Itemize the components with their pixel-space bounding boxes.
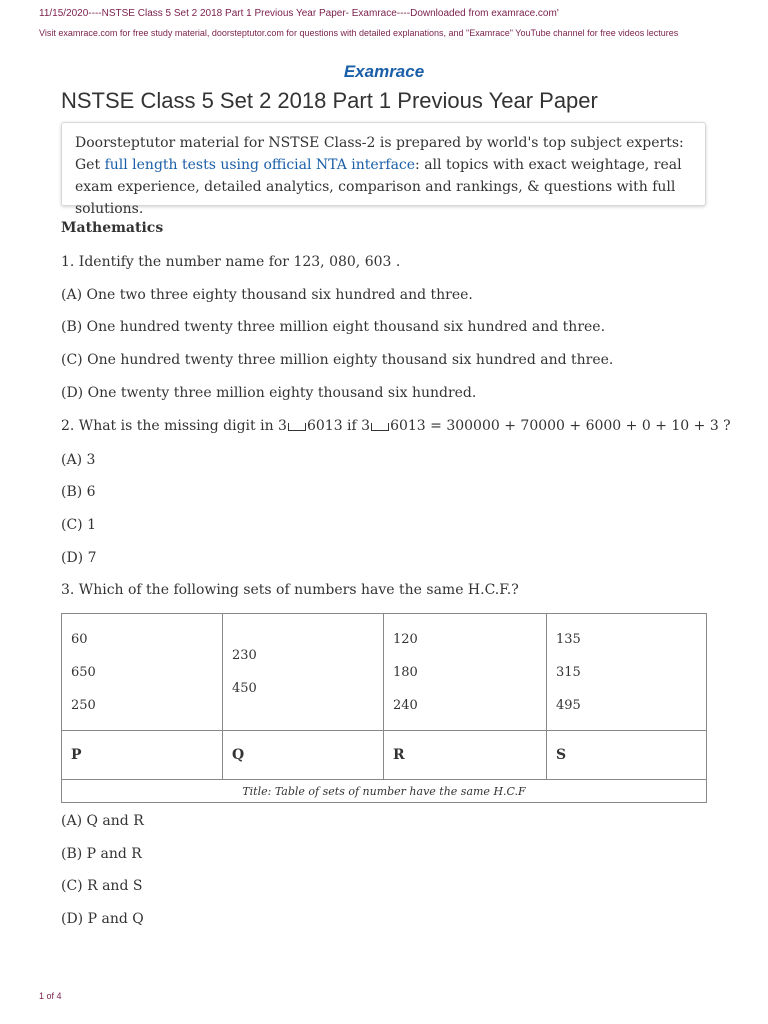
- table-row: [62, 614, 707, 731]
- question-1: 1. Identify the number name for 123, 080, 603 .: [61, 254, 401, 270]
- q3-option-c: (C) R and S: [61, 878, 143, 894]
- q3-option-b: (B) P and R: [61, 846, 142, 862]
- q2-text-mid2: 6013 = 300000 + 70000 + 6000 + 0 + 10 + 3 ?: [390, 418, 731, 434]
- blank-box-icon: [371, 423, 389, 431]
- table-value: 60: [71, 631, 88, 647]
- q2-text-pre: 2. What is the missing digit in 3: [61, 418, 287, 434]
- table-value: 180: [393, 664, 418, 680]
- table-row: [62, 731, 707, 780]
- page-title: NSTSE Class 5 Set 2 2018 Part 1 Previous Year Paper: [61, 88, 598, 113]
- table-label-r: R: [384, 731, 547, 780]
- table-row: [62, 780, 707, 803]
- q1-option-b: (B) One hundred twenty three million eight thousand six hundred and three.: [61, 319, 606, 335]
- table-value: 315: [556, 664, 581, 680]
- table-label-p: P: [62, 731, 223, 780]
- question-2: [61, 418, 731, 434]
- table-value: 230: [232, 648, 257, 663]
- header-visit-note: Visit examrace.com for free study material, doorsteptutor.com for questions with detailed explanations, and "Examrace" YouTube channel for free videos lectures: [39, 28, 679, 38]
- table-cell-s-values: [547, 614, 707, 731]
- table-caption: Title: Table of sets of number have the same H.C.F: [62, 780, 707, 803]
- promo-box: [61, 122, 706, 217]
- table-value: 250: [71, 697, 96, 713]
- question-3: 3. Which of the following sets of numbers have the same H.C.F.?: [61, 582, 519, 598]
- q1-option-d: (D) One twenty three million eighty thousand six hundred.: [61, 385, 477, 401]
- table-value: 135: [556, 631, 581, 647]
- q2-option-d: (D) 7: [61, 550, 97, 566]
- q2-option-b: (B) 6: [61, 484, 96, 500]
- q3-option-d: (D) P and Q: [61, 911, 144, 927]
- q2-text-mid1: 6013 if 3: [306, 418, 371, 434]
- header-topline: 11/15/2020----NSTSE Class 5 Set 2 2018 Part 1 Previous Year Paper- Examrace----Downloaded from examrace.com': [39, 8, 559, 19]
- q3-option-a: (A) Q and R: [61, 813, 144, 829]
- table-value: 120: [393, 631, 418, 647]
- table-value: 240: [393, 697, 418, 713]
- table-label-q: Q: [223, 731, 384, 780]
- brand-logo-text[interactable]: Examrace: [343, 62, 425, 81]
- q2-option-c: (C) 1: [61, 517, 96, 533]
- table-value: 650: [71, 664, 96, 680]
- section-heading: Mathematics: [61, 220, 164, 236]
- table-value: 450: [232, 681, 257, 696]
- table-label-s: S: [547, 731, 707, 780]
- table-cell-r-values: [384, 614, 547, 731]
- table-cell-p-values: [62, 614, 223, 731]
- table-value: 495: [556, 697, 581, 713]
- page-number: 1 of 4: [39, 991, 62, 1001]
- q1-option-c: (C) One hundred twenty three million eighty thousand six hundred and three.: [61, 352, 614, 368]
- q1-option-a: (A) One two three eighty thousand six hundred and three.: [61, 287, 473, 303]
- blank-box-icon: [288, 423, 306, 431]
- promo-text-before: Doorsteptutor material for NSTSE Class-2 is prepared by world's top subject experts: Get: [75, 135, 684, 173]
- promo-text-after: : all topics with exact weightage, real exam experience, detailed analytics, comparison and rankings, & questions with full solutions.: [75, 157, 682, 217]
- promo-link[interactable]: full length tests using official NTA interface: [104, 157, 416, 173]
- hcf-table: [61, 613, 707, 803]
- table-cell-q-values: [223, 614, 384, 731]
- q2-option-a: (A) 3: [61, 452, 96, 468]
